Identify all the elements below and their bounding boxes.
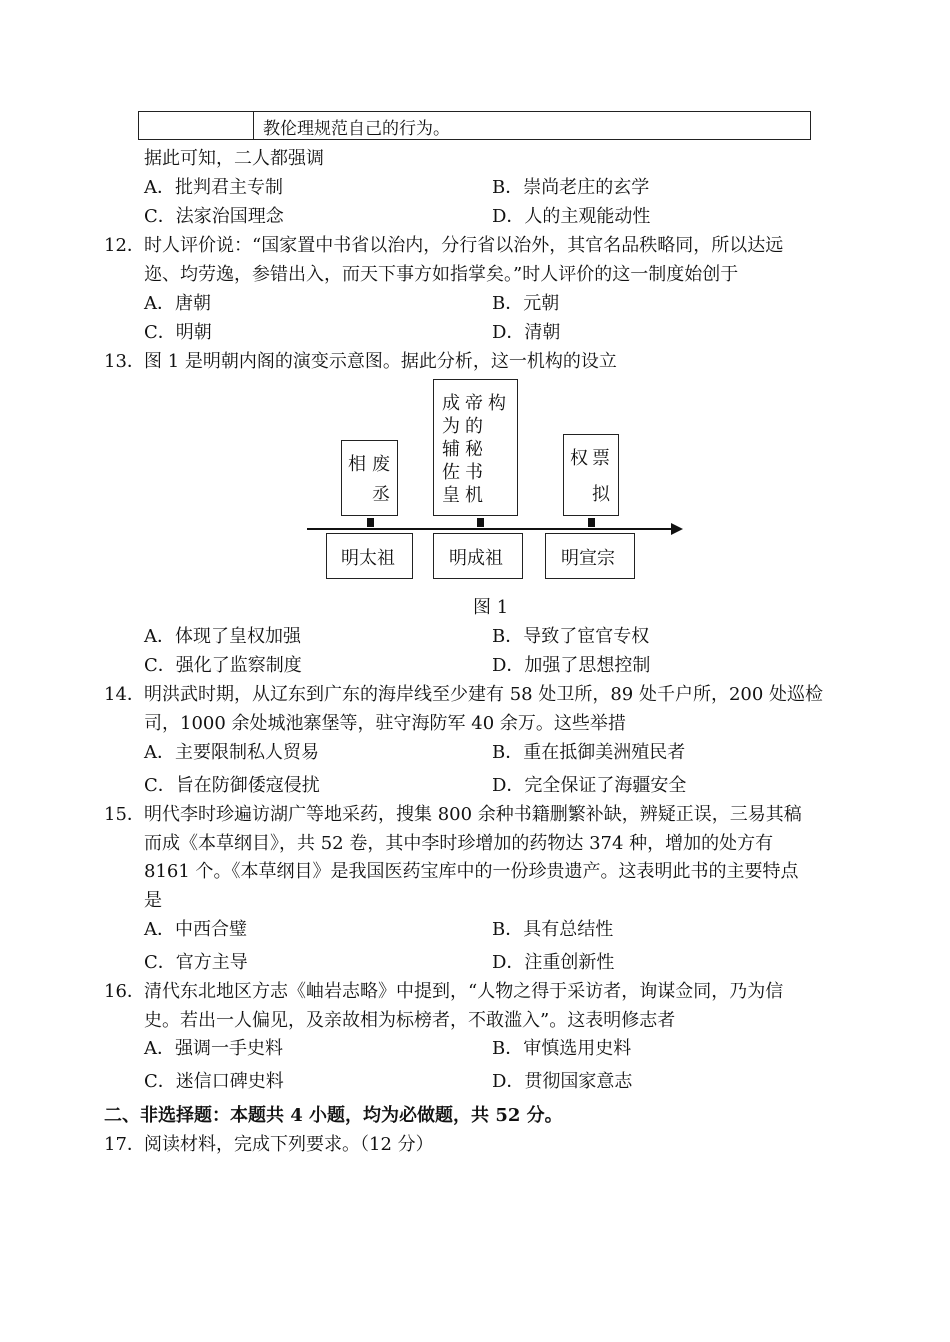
box2-c3-0: 构 <box>488 393 506 414</box>
q15-line-3: 8161 个。《本草纲目》是我国医药宝库中的一份珍贵遗产。这表明此书的主要特点 <box>144 861 799 882</box>
q14-option-c[interactable]: C．旨在防御倭寇侵扰 <box>144 775 320 796</box>
box2-c2-1: 的 <box>465 416 483 437</box>
label-chengzu: 明成祖 <box>449 548 503 569</box>
q12-option-c[interactable]: C．明朝 <box>144 322 212 343</box>
q16-line-2: 史。若出一人偏见，及亲故相为标榜者，不敢滥入”。这表明修志者 <box>144 1010 676 1031</box>
figure-box-draft-rights <box>563 434 619 516</box>
q15-line-4: 是 <box>144 890 162 911</box>
q15-line-2: 而成《本草纲目》，共 52 卷，其中李时珍增加的药物达 374 种，增加的处方有 <box>144 833 774 854</box>
q13-option-b[interactable]: B．导致了宦官专权 <box>492 626 650 647</box>
q13-option-d[interactable]: D．加强了思想控制 <box>492 655 651 676</box>
label-box-chengzu <box>433 533 523 579</box>
q12-number: 12． <box>104 235 145 256</box>
box2-c2-2: 秘 <box>465 439 483 460</box>
box3-col2b: 拟 <box>592 484 610 505</box>
q11-stem: 据此可知，二人都强调 <box>144 148 324 169</box>
q15-number: 15． <box>104 804 145 825</box>
q16-number: 16． <box>104 981 145 1002</box>
box2-c2-3: 书 <box>465 462 483 483</box>
q16-option-c[interactable]: C．迷信口碑史料 <box>144 1071 284 1092</box>
q16-line-1: 清代东北地区方志《岫岩志略》中提到，“人物之得于采访者，询谋佥同，乃为信 <box>144 981 784 1002</box>
box2-c2-4: 机 <box>465 485 483 506</box>
q16-option-a[interactable]: A．强调一手史料 <box>144 1038 283 1059</box>
material-table <box>138 111 811 140</box>
q12-line-2: 迩、均劳逸，参错出入，而天下事方如指掌矣。”时人评价的这一制度始创于 <box>144 264 739 285</box>
label-xuanzong: 明宣宗 <box>561 548 615 569</box>
q15-line-1: 明代李时珍遍访湖广等地采药，搜集 800 余种书籍删繁补缺，辨疑正误，三易其稿 <box>144 804 802 825</box>
q14-line-2: 司，1000 余处城池寨堡等，驻守海防军 40 余万。这些举措 <box>144 713 626 734</box>
q14-option-d[interactable]: D．完全保证了海疆安全 <box>492 775 687 796</box>
box2-c1-0: 成 <box>442 393 460 414</box>
box2-c1-2: 辅 <box>442 439 460 460</box>
label-box-taizu <box>326 533 413 579</box>
q12-option-a[interactable]: A．唐朝 <box>144 293 211 314</box>
q12-option-d[interactable]: D．清朝 <box>492 322 561 343</box>
q17-stem: 阅读材料，完成下列要求。（12 分） <box>144 1134 434 1155</box>
q14-line-1: 明洪武时期，从辽东到广东的海岸线至少建有 58 处卫所，89 处千户所，200 处巡检 <box>144 684 824 705</box>
q15-option-b[interactable]: B．具有总结性 <box>492 919 614 940</box>
figure-box-abolish-chancellor <box>341 440 398 516</box>
box2-c1-4: 皇 <box>442 485 460 506</box>
table-divider <box>253 112 254 139</box>
q15-option-d[interactable]: D．注重创新性 <box>492 952 615 973</box>
figure-caption: 图 1 <box>473 597 509 618</box>
section-2-heading: 二、非选择题：本题共 4 小题，均为必做题，共 52 分。 <box>104 1105 563 1126</box>
q13-stem: 图 1 是明朝内阁的演变示意图。据此分析，这一机构的设立 <box>144 351 617 372</box>
q17-number: 17． <box>104 1134 145 1155</box>
q14-option-a[interactable]: A．主要限制私人贸易 <box>144 742 319 763</box>
q13-option-c[interactable]: C．强化了监察制度 <box>144 655 302 676</box>
box2-c1-1: 为 <box>442 416 460 437</box>
box1-col1: 相 <box>348 454 366 475</box>
q16-option-b[interactable]: B．审慎选用史料 <box>492 1038 632 1059</box>
q14-number: 14． <box>104 684 145 705</box>
box1-col2a: 废 <box>372 454 390 475</box>
q13-option-a[interactable]: A．体现了皇权加强 <box>144 626 301 647</box>
label-box-xuanzong <box>545 533 635 579</box>
q15-option-c[interactable]: C．官方主导 <box>144 952 248 973</box>
q13-number: 13． <box>104 351 145 372</box>
box3-col1: 权 <box>570 448 588 469</box>
q12-line-1: 时人评价说：“国家置中书省以治内，分行省以治外，其官名品秩略同，所以达远 <box>144 235 784 256</box>
box2-c1-3: 佐 <box>442 462 460 483</box>
q12-option-b[interactable]: B．元朝 <box>492 293 560 314</box>
q16-option-d[interactable]: D．贯彻国家意志 <box>492 1071 633 1092</box>
figure-box-secretary <box>433 379 518 516</box>
q11-option-b[interactable]: B．崇尚老庄的玄学 <box>492 177 650 198</box>
q11-option-d[interactable]: D．人的主观能动性 <box>492 206 651 227</box>
q15-option-a[interactable]: A．中西合璧 <box>144 919 247 940</box>
q14-option-b[interactable]: B．重在抵御美洲殖民者 <box>492 742 686 763</box>
q11-option-a[interactable]: A．批判君主专制 <box>144 177 283 198</box>
table-cell-text: 教伦理规范自己的行为。 <box>263 119 450 139</box>
label-taizu: 明太祖 <box>341 548 395 569</box>
q11-option-c[interactable]: C．法家治国理念 <box>144 206 284 227</box>
box1-col2b: 丞 <box>372 484 390 505</box>
box3-col2a: 票 <box>592 448 610 469</box>
box2-c2-0: 帝 <box>465 393 483 414</box>
